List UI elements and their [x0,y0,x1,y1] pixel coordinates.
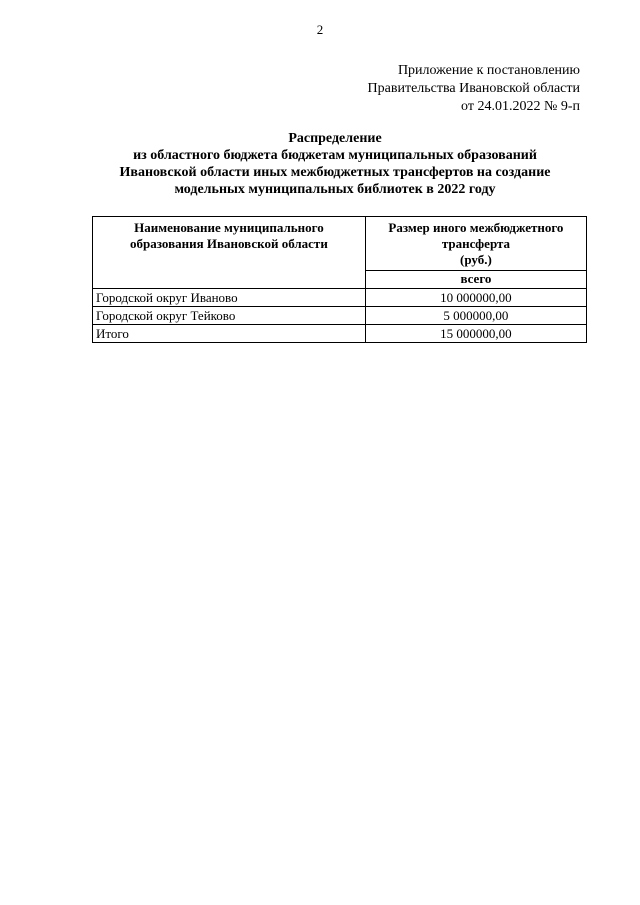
title-line-3: Ивановской области иных межбюджетных трансфертов на создание [119,165,551,180]
appendix-line-2: Правительства Ивановской области [367,81,580,96]
title-line-2: из областного бюджета бюджетам муниципальных образований [133,148,537,163]
table-row [93,307,587,325]
appendix-line-3: от 24.01.2022 № 9-п [461,99,580,114]
title-line-4: модельных муниципальных библиотек в 2022 году [174,182,496,197]
table-total-row [93,325,587,343]
total-label: Итого [93,325,366,343]
appendix-block [368,62,580,116]
header-municipality [93,217,366,289]
distribution-table [92,216,587,343]
row-amount: 10 000000,00 [365,289,586,307]
title-line-1: Распределение [288,131,382,146]
appendix-line-1: Приложение к постановлению [397,63,580,78]
header-amount-line-3: (руб.) [460,252,492,267]
row-municipality-name: Городской округ Тейково [93,307,366,325]
header-amount-line-1: Размер иного межбюджетного [388,220,564,235]
header-total-subcolumn: всего [365,271,586,289]
document-title [60,130,610,198]
page-number: 2 [316,22,324,37]
table-row [93,289,587,307]
header-municipality-line-1: Наименование муниципального [134,220,324,235]
total-amount: 15 000000,00 [365,325,586,343]
table-header-row [93,217,587,271]
header-amount-line-2: трансферта [441,236,511,251]
row-amount: 5 000000,00 [365,307,586,325]
row-municipality-name: Городской округ Иваново [93,289,366,307]
header-municipality-line-2: образования Ивановской области [130,236,328,251]
header-transfer-amount [365,217,586,271]
